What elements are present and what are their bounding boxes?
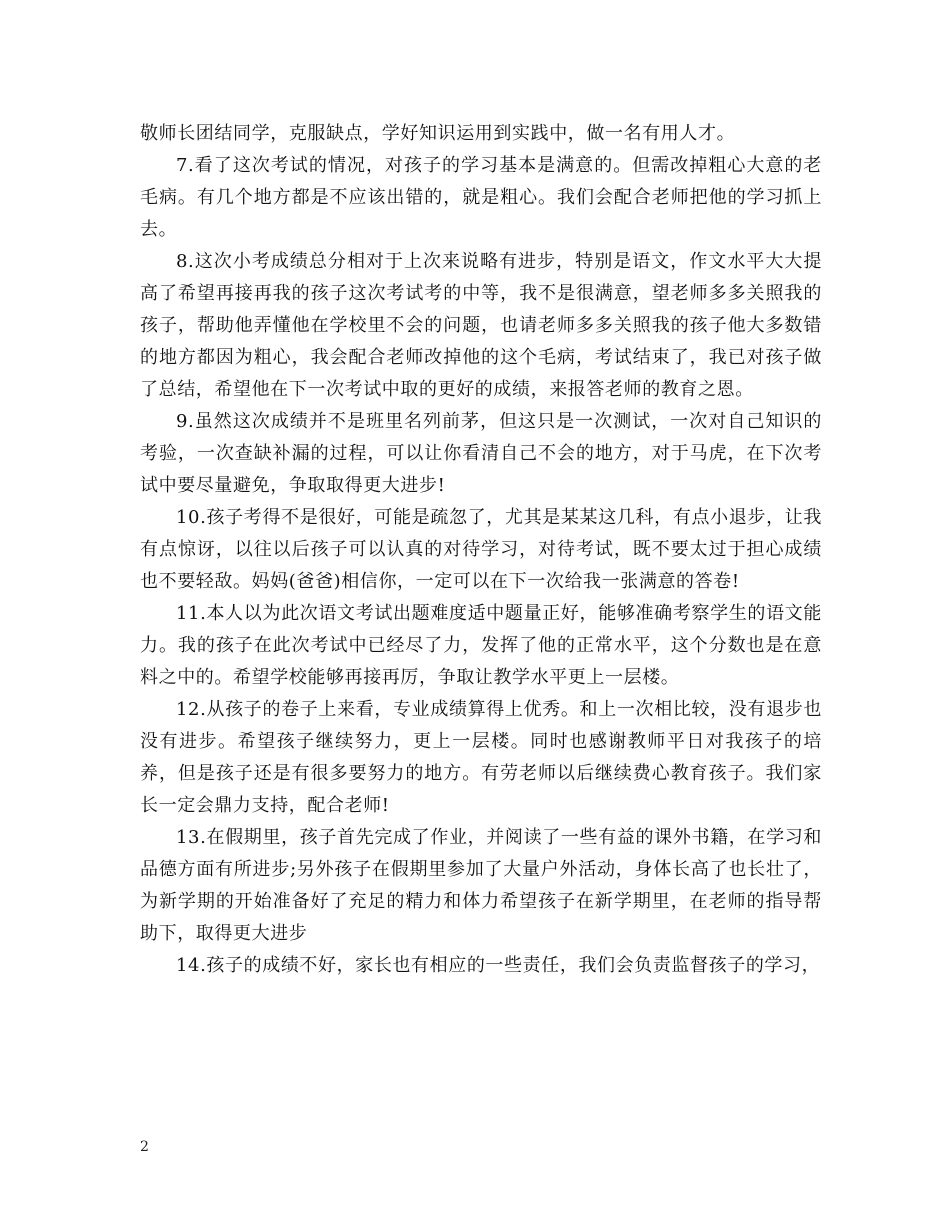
document-body	[140, 118, 822, 982]
paragraph-item-14: 14.孩子的成绩不好，家长也有相应的一些责任，我们会负责监督孩子的学习，	[176, 955, 821, 976]
paragraph-item-7: 7.看了这次考试的情况，对孩子的学习基本是满意的。但需改掉粗心大意的老毛病。有几个地方都是不应该出错的，就是粗心。我们会配合老师把他的学习抓上去。	[140, 155, 822, 240]
paragraph-item-9: 9.虽然这次成绩并不是班里名列前茅，但这只是一次测试，一次对自己知识的考验，一次查缺补漏的过程，可以让你看清自己不会的地方，对于马虎，在下次考试中要尽量避免，争取取得更大进步!	[140, 411, 822, 496]
paragraph-item-13: 13.在假期里，孩子首先完成了作业，并阅读了一些有益的课外书籍，在学习和品德方面有所进步;另外孩子在假期里参加了大量户外活动，身体长高了也长壮了，为新学期的开始准备好了充足的精力和体力希望孩子在新学期里，在老师的指导帮助下，取得更大进步	[140, 827, 822, 944]
page-number: 2	[140, 1139, 149, 1155]
paragraph-item-10: 10.孩子考得不是很好，可能是疏忽了，尤其是某某这几科，有点小退步，让我有点惊讶，以往以后孩子可以认真的对待学习，对待考试，既不要太过于担心成绩也不要轻敌。妈妈(爸爸)相信你，一定可以在下一次给我一张满意的答卷!	[140, 507, 822, 592]
paragraph-item-12: 12.从孩子的卷子上来看，专业成绩算得上优秀。和上一次相比较，没有退步也没有进步。希望孩子继续努力，更上一层楼。同时也感谢教师平日对我孩子的培养，但是孩子还是有很多要努力的地方。有劳老师以后继续费心教育孩子。我们家长一定会鼎力支持，配合老师!	[140, 699, 822, 816]
paragraph-item-11: 11.本人以为此次语文考试出题难度适中题量正好，能够准确考察学生的语文能力。我的孩子在此次考试中已经尽了力，发挥了他的正常水平，这个分数也是在意料之中的。希望学校能够再接再厉，争取让教学水平更上一层楼。	[140, 603, 822, 688]
paragraph-continuation: 敬师长团结同学，克服缺点，学好知识运用到实践中，做一名有用人才。	[140, 123, 736, 144]
paragraph-item-8: 8.这次小考成绩总分相对于上次来说略有进步，特别是语文，作文水平大大提高了希望再接再我的孩子这次考试考的中等，我不是很满意，望老师多多关照我的孩子，帮助他弄懂他在学校里不会的问题，也请老师多多关照我的孩子他大多数错的地方都因为粗心，我会配合老师改掉他的这个毛病，考试结束了，我已对孩子做了总结，希望他在下一次考试中取的更好的成绩，来报答老师的教育之恩。	[140, 251, 822, 400]
